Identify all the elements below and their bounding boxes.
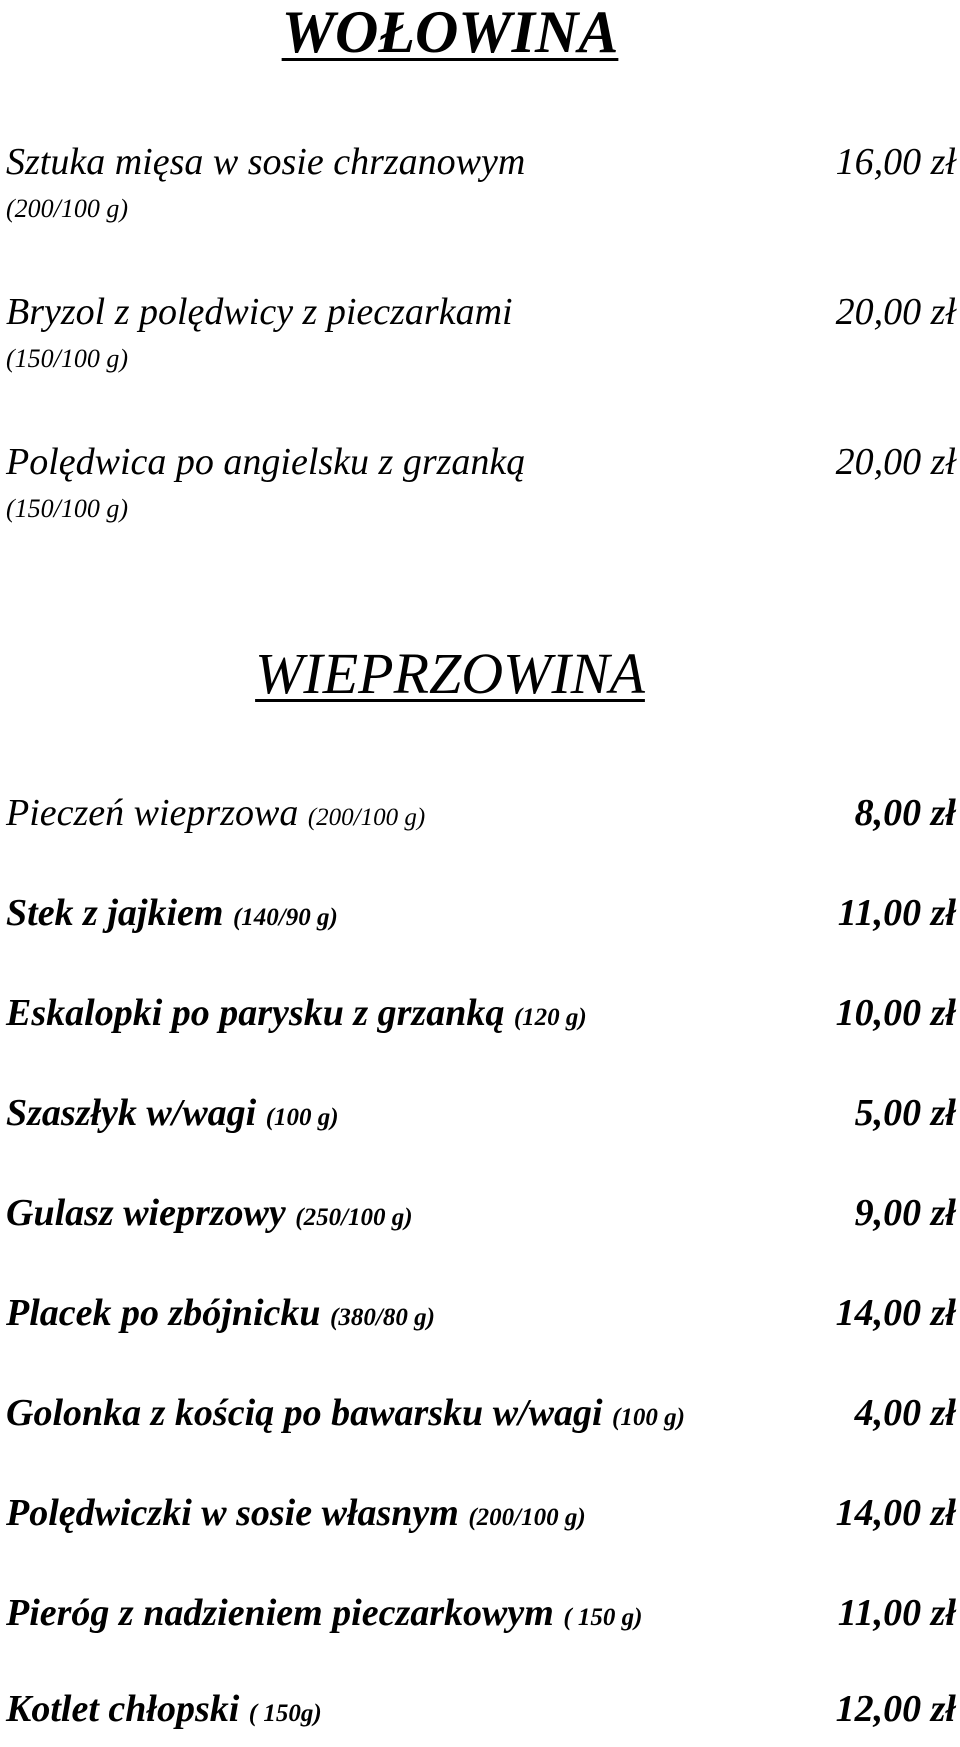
item-name: [6, 1391, 685, 1435]
item-name: [6, 1491, 586, 1535]
item-price: 4,00 zł: [854, 1392, 956, 1434]
item-weight: (380/80 g): [330, 1304, 435, 1331]
item-price: 8,00 zł: [854, 792, 956, 834]
item-price: 11,00 zł: [837, 892, 956, 934]
item-price: 5,00 zł: [854, 1092, 956, 1134]
item-name: [6, 791, 425, 835]
item-name-text: Szaszłyk w/wagi: [6, 1092, 257, 1134]
section-title-pork: WIEPRZOWINA: [255, 641, 645, 706]
item-weight: (150/100 g): [6, 344, 129, 373]
section-title-beef: WOŁOWINA: [281, 0, 619, 65]
item-price: 20,00 zł: [835, 291, 956, 333]
item-name-text: Polędwiczki w sosie własnym: [6, 1492, 459, 1534]
item-price: 14,00 zł: [835, 1292, 956, 1334]
item-name: [6, 991, 587, 1035]
item-name: [6, 891, 338, 935]
item-name-text: Placek po zbójnicku: [6, 1292, 321, 1334]
item-weight: (150/100 g): [6, 494, 129, 523]
item-name: Bryzol z polędwicy z pieczarkami: [6, 291, 513, 333]
item-price: 11,00 zł: [837, 1592, 956, 1634]
item-price: 10,00 zł: [835, 992, 956, 1034]
item-name-text: Gulasz wieprzowy: [6, 1192, 286, 1234]
item-price: 20,00 zł: [835, 441, 956, 483]
item-name-text: Pieczeń wieprzowa: [6, 792, 299, 834]
item-weight: (200/100 g): [6, 194, 129, 223]
item-weight: ( 150 g): [563, 1604, 643, 1631]
item-name: Sztuka mięsa w sosie chrzanowym: [6, 141, 526, 183]
item-name: [6, 1091, 339, 1135]
item-weight: (200/100 g): [307, 804, 426, 831]
item-price: 16,00 zł: [835, 141, 956, 183]
item-name: [6, 1291, 435, 1335]
item-name: [6, 1687, 322, 1731]
item-name-text: Pieróg z nadzieniem pieczarkowym: [6, 1592, 554, 1634]
item-name-text: Golonka z kością po bawarsku w/wagi: [6, 1392, 603, 1434]
item-price: 14,00 zł: [835, 1492, 956, 1534]
item-weight: ( 150g): [248, 1700, 322, 1727]
item-name-text: Eskalopki po parysku z grzanką: [6, 992, 505, 1034]
item-name-text: Kotlet chłopski: [6, 1688, 240, 1730]
item-weight: (100 g): [265, 1104, 339, 1131]
item-weight: (200/100 g): [468, 1504, 586, 1531]
item-weight: (100 g): [612, 1404, 685, 1431]
item-price: 9,00 zł: [854, 1192, 956, 1234]
item-weight: (120 g): [513, 1004, 587, 1031]
item-weight: (140/90 g): [232, 904, 338, 931]
item-weight: (250/100 g): [295, 1204, 413, 1231]
item-name-text: Stek z jajkiem: [6, 892, 224, 934]
item-name: Polędwica po angielsku z grzanką: [6, 441, 526, 483]
item-name: [6, 1591, 642, 1635]
item-name: [6, 1191, 413, 1235]
item-price: 12,00 zł: [835, 1688, 956, 1730]
